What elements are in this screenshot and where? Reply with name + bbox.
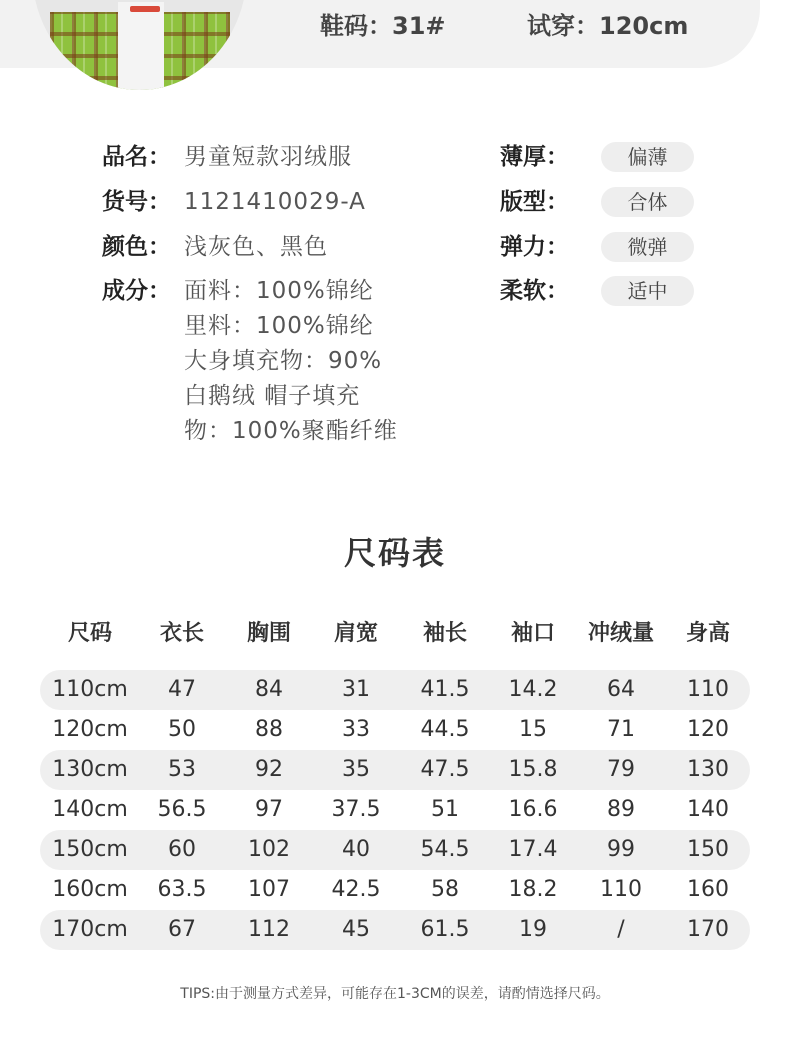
- table-cell: 47: [168, 677, 196, 702]
- table-cell: 150: [687, 837, 729, 862]
- feature-badge: 微弹: [601, 232, 694, 262]
- table-cell: 67: [168, 917, 196, 942]
- feature-thickness: [500, 139, 668, 175]
- feature-badge: 适中: [601, 276, 694, 306]
- table-row: [40, 830, 750, 870]
- size-chart-title: 尺码表: [343, 534, 446, 572]
- table-cell: 130: [687, 757, 729, 782]
- table-cell: 40: [342, 837, 370, 862]
- attr-value: 面料：100%锦纶: [184, 278, 374, 304]
- composition-line: 物：100%聚酯纤维: [184, 418, 398, 444]
- table-cell: 19: [519, 917, 547, 942]
- table-cell: 140cm: [52, 797, 128, 822]
- table-cell: 64: [607, 677, 635, 702]
- attr-key: 成分：: [102, 278, 171, 304]
- header-cell: 尺码: [67, 621, 112, 646]
- feature-key: 版型：: [500, 189, 569, 215]
- attr-key: 货号：: [102, 189, 171, 215]
- table-cell: 84: [255, 677, 283, 702]
- attr-value: 浅灰色、黑色: [184, 234, 328, 260]
- table-cell: 112: [248, 917, 290, 942]
- table-cell: 63.5: [157, 877, 207, 902]
- table-cell: 120: [687, 717, 729, 742]
- attr-key: 颜色：: [102, 234, 171, 260]
- table-cell: 44.5: [420, 717, 470, 742]
- shoe-size-label: 鞋码：31#: [320, 12, 446, 40]
- feature-badge: 偏薄: [601, 142, 694, 172]
- attr-composition: [102, 273, 374, 309]
- table-cell: 61.5: [420, 917, 470, 942]
- table-cell: 42.5: [331, 877, 381, 902]
- feature-key: 薄厚：: [500, 144, 569, 170]
- composition-line: 里料：100%锦纶: [184, 313, 374, 339]
- table-cell: 17.4: [508, 837, 558, 862]
- header-cell: 袖口: [510, 621, 555, 646]
- table-cell: 160cm: [52, 877, 128, 902]
- measurement-tips: TIPS:由于测量方式差异，可能存在1-3CM的误差，请酌情选择尺码。: [180, 986, 610, 1002]
- table-cell: 150cm: [52, 837, 128, 862]
- table-cell: 60: [168, 837, 196, 862]
- size-table-header: [40, 614, 750, 654]
- table-cell: 92: [255, 757, 283, 782]
- table-cell: 102: [248, 837, 290, 862]
- table-row: [40, 670, 750, 710]
- try-on-size-label: 试穿：120cm: [527, 12, 689, 40]
- composition-line: 大身填充物：90%: [184, 348, 383, 374]
- header-cell: 衣长: [159, 621, 204, 646]
- table-cell: 170cm: [52, 917, 128, 942]
- table-cell: /: [617, 917, 625, 942]
- table-cell: 54.5: [420, 837, 470, 862]
- table-cell: 41.5: [420, 677, 470, 702]
- feature-key: 弹力：: [500, 234, 569, 260]
- model-photo: [32, 0, 247, 90]
- table-row: [40, 910, 750, 950]
- attr-item-number: [102, 184, 366, 220]
- attr-value: 1121410029-A: [184, 189, 366, 215]
- feature-softness: [500, 273, 668, 309]
- table-cell: 170: [687, 917, 729, 942]
- header-cell: 胸围: [246, 621, 291, 646]
- table-cell: 15: [519, 717, 547, 742]
- table-cell: 110cm: [52, 677, 128, 702]
- table-cell: 45: [342, 917, 370, 942]
- table-cell: 31: [342, 677, 370, 702]
- table-cell: 47.5: [420, 757, 470, 782]
- table-row: [40, 750, 750, 790]
- table-cell: 50: [168, 717, 196, 742]
- table-cell: 89: [607, 797, 635, 822]
- header-cell: 身高: [685, 621, 730, 646]
- table-cell: 71: [607, 717, 635, 742]
- table-cell: 33: [342, 717, 370, 742]
- table-cell: 97: [255, 797, 283, 822]
- header-cell: 冲绒量: [587, 621, 654, 646]
- collar-print-graphic: [130, 6, 160, 12]
- table-cell: 110: [687, 677, 729, 702]
- table-row: [40, 710, 750, 750]
- table-cell: 130cm: [52, 757, 128, 782]
- table-cell: 18.2: [508, 877, 558, 902]
- table-cell: 16.6: [508, 797, 558, 822]
- table-cell: 160: [687, 877, 729, 902]
- table-cell: 88: [255, 717, 283, 742]
- table-cell: 107: [248, 877, 290, 902]
- table-cell: 56.5: [157, 797, 207, 822]
- table-cell: 79: [607, 757, 635, 782]
- feature-key: 柔软：: [500, 278, 569, 304]
- table-cell: 15.8: [508, 757, 558, 782]
- table-cell: 140: [687, 797, 729, 822]
- table-cell: 58: [431, 877, 459, 902]
- attr-key: 品名：: [102, 144, 171, 170]
- header-cell: 袖长: [422, 621, 467, 646]
- feature-badge: 合体: [601, 187, 694, 217]
- table-row: [40, 870, 750, 910]
- attr-color: [102, 229, 328, 265]
- collar-graphic: [118, 2, 164, 90]
- attr-value: 男童短款羽绒服: [184, 144, 352, 170]
- feature-elasticity: [500, 229, 668, 265]
- composition-line: 白鹅绒 帽子填充: [184, 383, 361, 409]
- table-cell: 35: [342, 757, 370, 782]
- table-row: [40, 790, 750, 830]
- table-cell: 110: [600, 877, 642, 902]
- feature-fit: [500, 184, 668, 220]
- header-cell: 肩宽: [333, 621, 378, 646]
- attr-product-name: [102, 139, 352, 175]
- table-cell: 99: [607, 837, 635, 862]
- table-cell: 120cm: [52, 717, 128, 742]
- table-cell: 51: [431, 797, 459, 822]
- table-cell: 37.5: [331, 797, 381, 822]
- table-cell: 14.2: [508, 677, 558, 702]
- table-cell: 53: [168, 757, 196, 782]
